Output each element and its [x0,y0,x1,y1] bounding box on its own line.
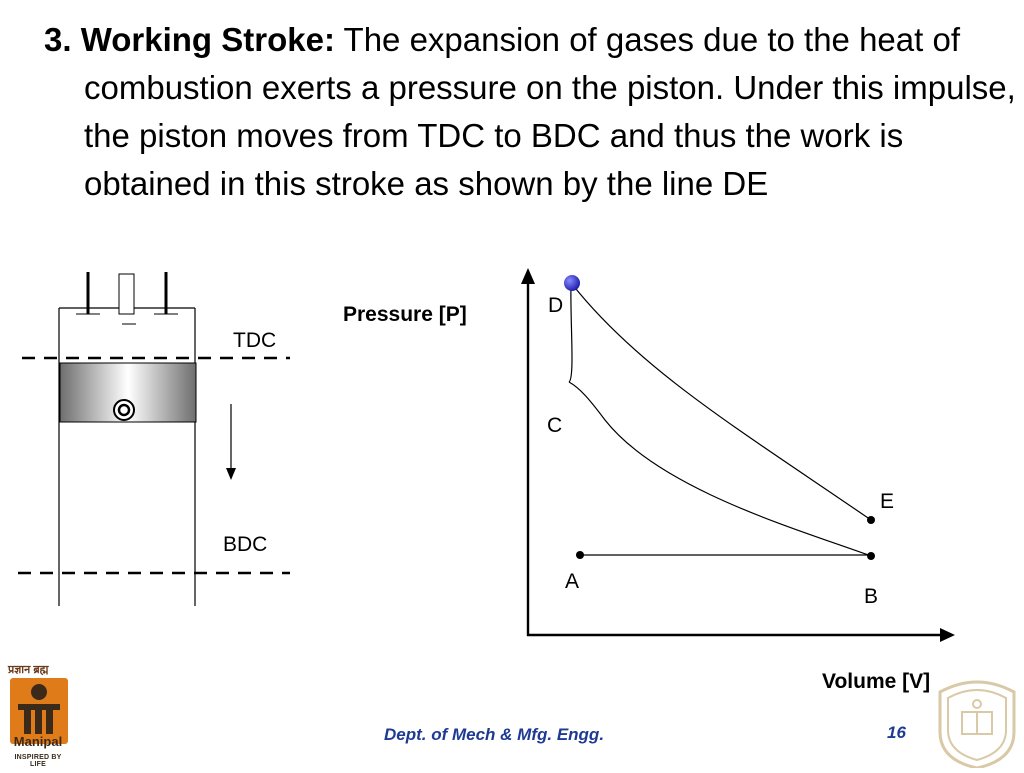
logo-brand-text: Manipal [13,734,63,749]
x-axis-label: Volume [V] [822,670,931,693]
point-a-marker [576,551,584,559]
footer-department: Dept. of Mech & Mfg. Engg. [384,725,605,744]
point-c-label: C [547,414,563,437]
piston-cylinder [18,272,290,606]
pv-diagram [343,268,955,693]
point-b-marker [867,552,875,560]
x-axis-arrow [940,628,955,642]
page-number: 16 [887,723,906,742]
point-a-label: A [565,570,580,593]
curve-compression-bc [569,382,871,556]
y-axis-label: Pressure [P] [343,303,467,326]
y-axis-arrow [521,268,535,284]
institute-seal-icon [930,672,1024,768]
motion-arrow-head [226,468,236,480]
curve-expansion-de [572,284,871,520]
point-b-label: B [864,585,879,608]
point-d-marker [564,275,580,291]
spark-plug [119,274,134,314]
point-e-marker [867,516,875,524]
gudgeon-pin-inner [119,405,129,415]
item-number: 3. [44,21,72,58]
tdc-label: TDC [233,329,277,352]
logo-tagline: INSPIRED BY LIFE [14,754,62,768]
logo-script-text: प्रज्ञान ब्रह्म [8,664,49,676]
manipal-logo [6,662,70,766]
curve-combustion-cd [569,284,572,382]
item-body: The expansion of gases due to the heat of combustion exerts a pressure on the piston. Under this impulse, the piston moves from TDC to BDC and thus the work is obtained in this stroke as shown by the line DE [84,21,1016,202]
bdc-label: BDC [223,533,268,556]
point-d-label: D [548,294,564,317]
item-title: Working Stroke: [80,21,335,58]
point-e-label: E [880,490,895,513]
